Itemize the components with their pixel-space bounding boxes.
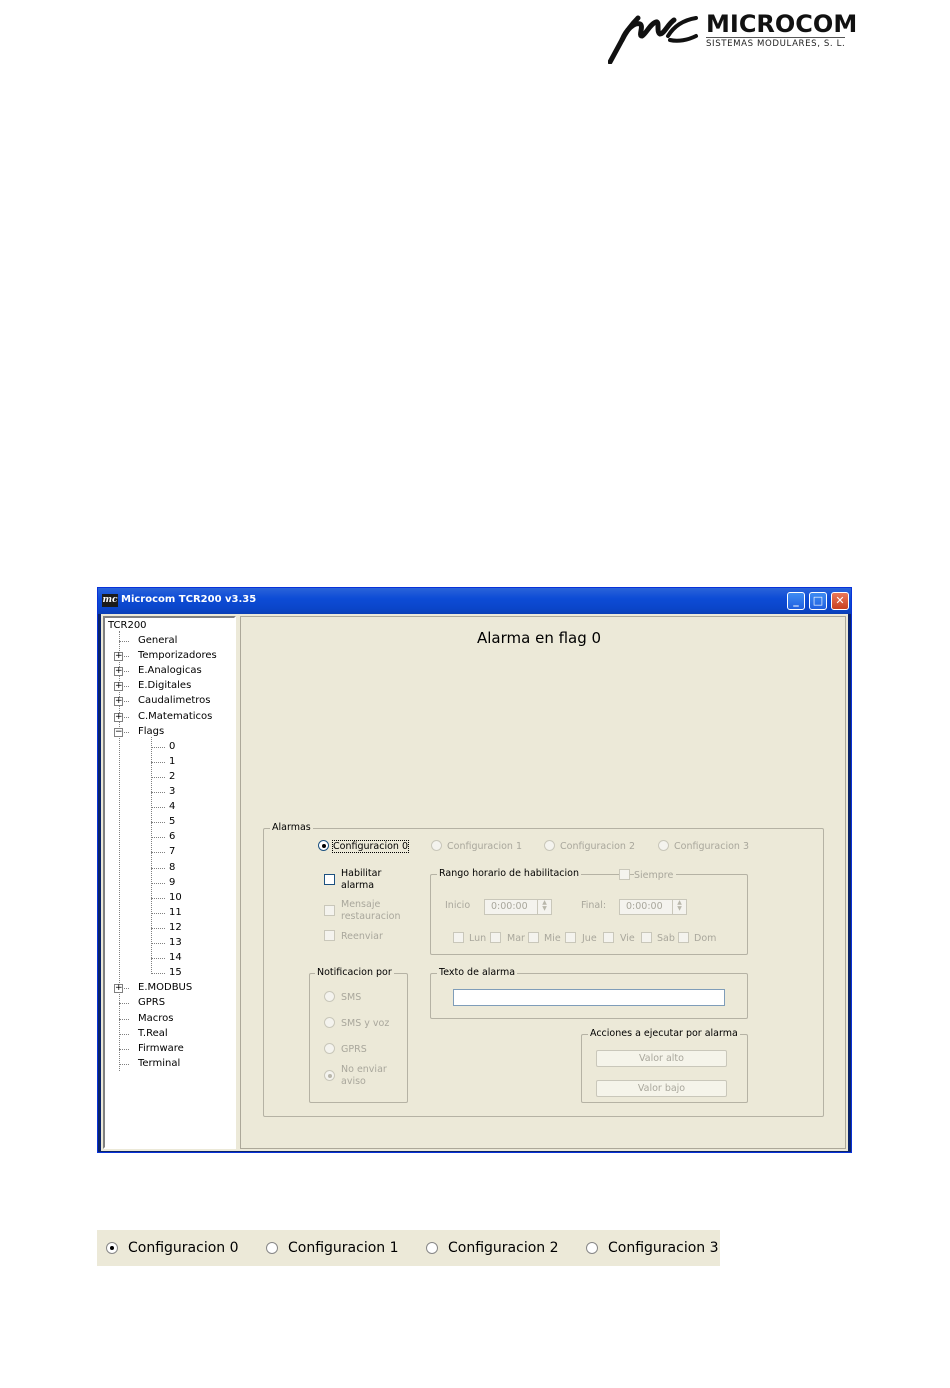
config-0-radio[interactable] [318,840,329,851]
tree-connector [151,822,165,823]
tree-item-flag-8[interactable]: 8 [169,861,176,873]
mensaje-label-2: restauracion [341,911,401,922]
tree-item-flag-3[interactable]: 3 [169,786,176,797]
day-lun-checkbox[interactable] [453,932,464,943]
tree-expander-icon[interactable]: + [115,651,123,662]
tree-connector [151,792,165,793]
page-title: Alarma en flag 0 [477,629,602,647]
reenviar-checkbox[interactable] [324,930,335,941]
day-vie-label: Vie [620,933,635,944]
day-mar-label: Mar [507,933,525,944]
siempre-label: Siempre [634,870,676,881]
habilitar-alarma-checkbox[interactable] [324,874,335,885]
inicio-label: Inicio [445,900,471,911]
tree-connector [151,747,165,748]
tree-item-flag-15[interactable]: 15 [169,967,182,979]
config-0-label[interactable]: Configuracion 0 [333,841,408,852]
notif-sms-voz-radio[interactable] [324,1017,335,1028]
tree-item-e-analogicas[interactable]: E.Analogicas [138,665,202,677]
app-window [97,587,852,1153]
notif-no-enviar-radio[interactable] [324,1070,335,1081]
tree-connector [151,898,165,899]
tree-item-flag-0[interactable]: 0 [169,740,176,752]
tree-item-flag-5[interactable]: 5 [169,816,176,828]
notif-gprs-radio[interactable] [324,1043,335,1054]
tree-connector [151,928,165,929]
notif-sms-voz-label: SMS y voz [341,1018,390,1029]
tree-expander-icon[interactable]: + [115,681,123,692]
tree-root[interactable]: TCR200 [108,620,147,631]
day-sab-checkbox[interactable] [641,932,652,943]
day-mar-checkbox[interactable] [490,932,501,943]
config-2-label[interactable]: Configuracion 2 [560,841,635,852]
tree-item-caudalimetros[interactable]: Caudalimetros [138,695,211,707]
tree-expander-icon[interactable]: + [115,666,123,677]
tree-item-flag-11[interactable]: 11 [169,906,182,918]
tree-connector [151,852,165,853]
strip-config-2-label[interactable]: Configuracion 2 [448,1240,559,1256]
strip-config-0-label[interactable]: Configuracion 0 [128,1240,239,1256]
mensaje-restauracion-checkbox[interactable] [324,905,335,916]
habilitar-label-1: Habilitar [341,868,382,879]
tree-item-temporizadores[interactable]: Temporizadores [138,650,217,662]
tree-item-flags[interactable]: Flags [138,725,165,737]
tree-item-firmware[interactable]: Firmware [138,1042,184,1054]
rango-horario-title: Rango horario de habilitacion [439,868,579,879]
tree-item-flag-13[interactable]: 13 [169,937,182,948]
tree-connector [151,973,165,974]
navigation-tree[interactable] [103,616,236,1149]
microcom-logo [608,10,858,64]
strip-config-1-radio[interactable] [266,1242,278,1254]
tree-item-c-matematicos[interactable]: C.Matematicos [138,710,213,722]
inicio-time-spinner[interactable] [484,899,552,915]
day-sab-label: Sab [657,933,675,944]
tree-item-e-digitales[interactable]: E.Digitales [138,680,192,692]
tree-connector [119,1049,129,1050]
notif-no-enviar-label-2: aviso [341,1076,366,1087]
notif-no-enviar-label-1: No enviar [341,1064,387,1075]
tree-item-macros[interactable]: Macros [138,1012,174,1024]
tree-connector [151,883,165,884]
tree-connector [151,958,165,959]
tree-expander-icon[interactable]: + [115,696,123,707]
tree-connector [119,641,129,642]
texto-alarma-group [430,967,748,1019]
minimize-button[interactable]: _ [787,592,805,610]
reenviar-label: Reenviar [341,931,383,942]
tree-connector [151,837,165,838]
strip-config-1-label[interactable]: Configuracion 1 [288,1240,399,1256]
alarmas-group-title: Alarmas [272,822,311,833]
notificacion-group [309,967,408,1103]
tree-item-flag-14[interactable]: 14 [169,952,182,964]
config-radio-strip [97,1230,720,1266]
config-3-radio[interactable] [658,840,669,851]
final-label: Final: [581,900,607,911]
day-dom-checkbox[interactable] [678,932,689,943]
tree-item-flag-2[interactable]: 2 [169,770,176,782]
close-button[interactable]: ✕ [831,592,849,610]
mensaje-label-1: Mensaje [341,899,381,910]
acciones-title: Acciones a ejecutar por alarma [590,1028,738,1039]
tree-item-gprs[interactable]: GPRS [138,997,166,1009]
flag-config-panel [240,616,846,1149]
tree-item-flag-4[interactable]: 4 [169,801,176,813]
notif-sms-radio[interactable] [324,991,335,1002]
tree-expander-icon[interactable]: + [115,983,123,994]
client-area [101,614,848,1151]
tree-item-terminal[interactable]: Terminal [138,1057,181,1069]
tree-item-flag-9[interactable]: 9 [169,876,176,888]
valor-bajo-button[interactable]: Valor bajo [596,1080,727,1097]
mc-app-icon[interactable]: mc [102,595,118,605]
tree-connector [151,868,165,869]
day-dom-label: Dom [694,933,717,944]
tree-expander-icon[interactable]: − [115,726,123,737]
tree-connector [151,913,165,914]
acciones-group [581,1028,748,1103]
strip-config-0-radio[interactable] [106,1242,118,1254]
tree-connector [151,943,165,944]
final-time-value: 0:00:00 [626,901,663,912]
logo-subtitle: SISTEMAS MODULARES, S. L. [706,39,846,49]
tree-connector [151,807,165,808]
texto-alarma-input[interactable] [453,989,725,1006]
tree-item-flag-7[interactable]: 7 [169,846,176,858]
notif-sms-label: SMS [341,992,362,1003]
strip-config-3-radio[interactable] [586,1242,598,1254]
maximize-button[interactable]: □ [809,592,827,610]
tree-connector [119,1034,129,1035]
tree-item-flag-1[interactable]: 1 [169,755,176,767]
day-vie-checkbox[interactable] [603,932,614,943]
config-1-radio[interactable] [431,840,442,851]
tree-connector [119,1019,129,1020]
final-time-spinner[interactable] [619,899,687,915]
tree-connector [151,762,165,763]
day-jue-label: Jue [582,933,597,944]
tree-item-flag-10[interactable]: 10 [169,891,182,903]
tree-connector [151,777,165,778]
final-spin-arrows-icon[interactable]: ▲ ▼ [672,900,686,914]
siempre-checkbox[interactable] [619,869,630,880]
tree-expander-icon[interactable]: + [115,711,123,722]
config-3-label[interactable]: Configuracion 3 [674,841,749,852]
day-mie-label: Mie [544,933,561,944]
day-mie-checkbox[interactable] [528,932,539,943]
day-jue-checkbox[interactable] [565,932,576,943]
strip-config-3-label[interactable]: Configuracion 3 [608,1240,719,1256]
habilitar-label-2: alarma [341,880,375,891]
inicio-time-value: 0:00:00 [491,901,528,912]
tree-item-flag-6[interactable]: 6 [169,831,176,843]
tree-item-e-modbus[interactable]: E.MODBUS [138,982,193,994]
notif-gprs-label: GPRS [341,1044,367,1055]
tree-connector [119,1003,129,1004]
microcom-mc-mark-icon [608,12,704,64]
config-2-radio[interactable] [544,840,555,851]
title-bar[interactable] [98,588,851,614]
tree-connector [119,1064,129,1065]
tree-spine-flags [151,737,152,975]
texto-alarma-title: Texto de alarma [439,967,516,978]
strip-config-2-radio[interactable] [426,1242,438,1254]
rango-horario-group [430,868,748,955]
valor-alto-button[interactable]: Valor alto [596,1050,727,1067]
tree-item-flag-12[interactable]: 12 [169,921,182,933]
tree-item-t-real[interactable]: T.Real [138,1027,168,1039]
day-lun-label: Lun [469,933,487,944]
alarmas-group [263,822,824,1117]
config-1-label[interactable]: Configuracion 1 [447,841,522,852]
window-title: Microcom TCR200 v3.35 [121,594,257,605]
notificacion-title: Notificacion por [317,967,392,978]
inicio-spin-arrows-icon[interactable]: ▲ ▼ [537,900,551,914]
tree-item-general[interactable]: General [138,635,178,646]
logo-name: MICROCOM [706,10,858,38]
